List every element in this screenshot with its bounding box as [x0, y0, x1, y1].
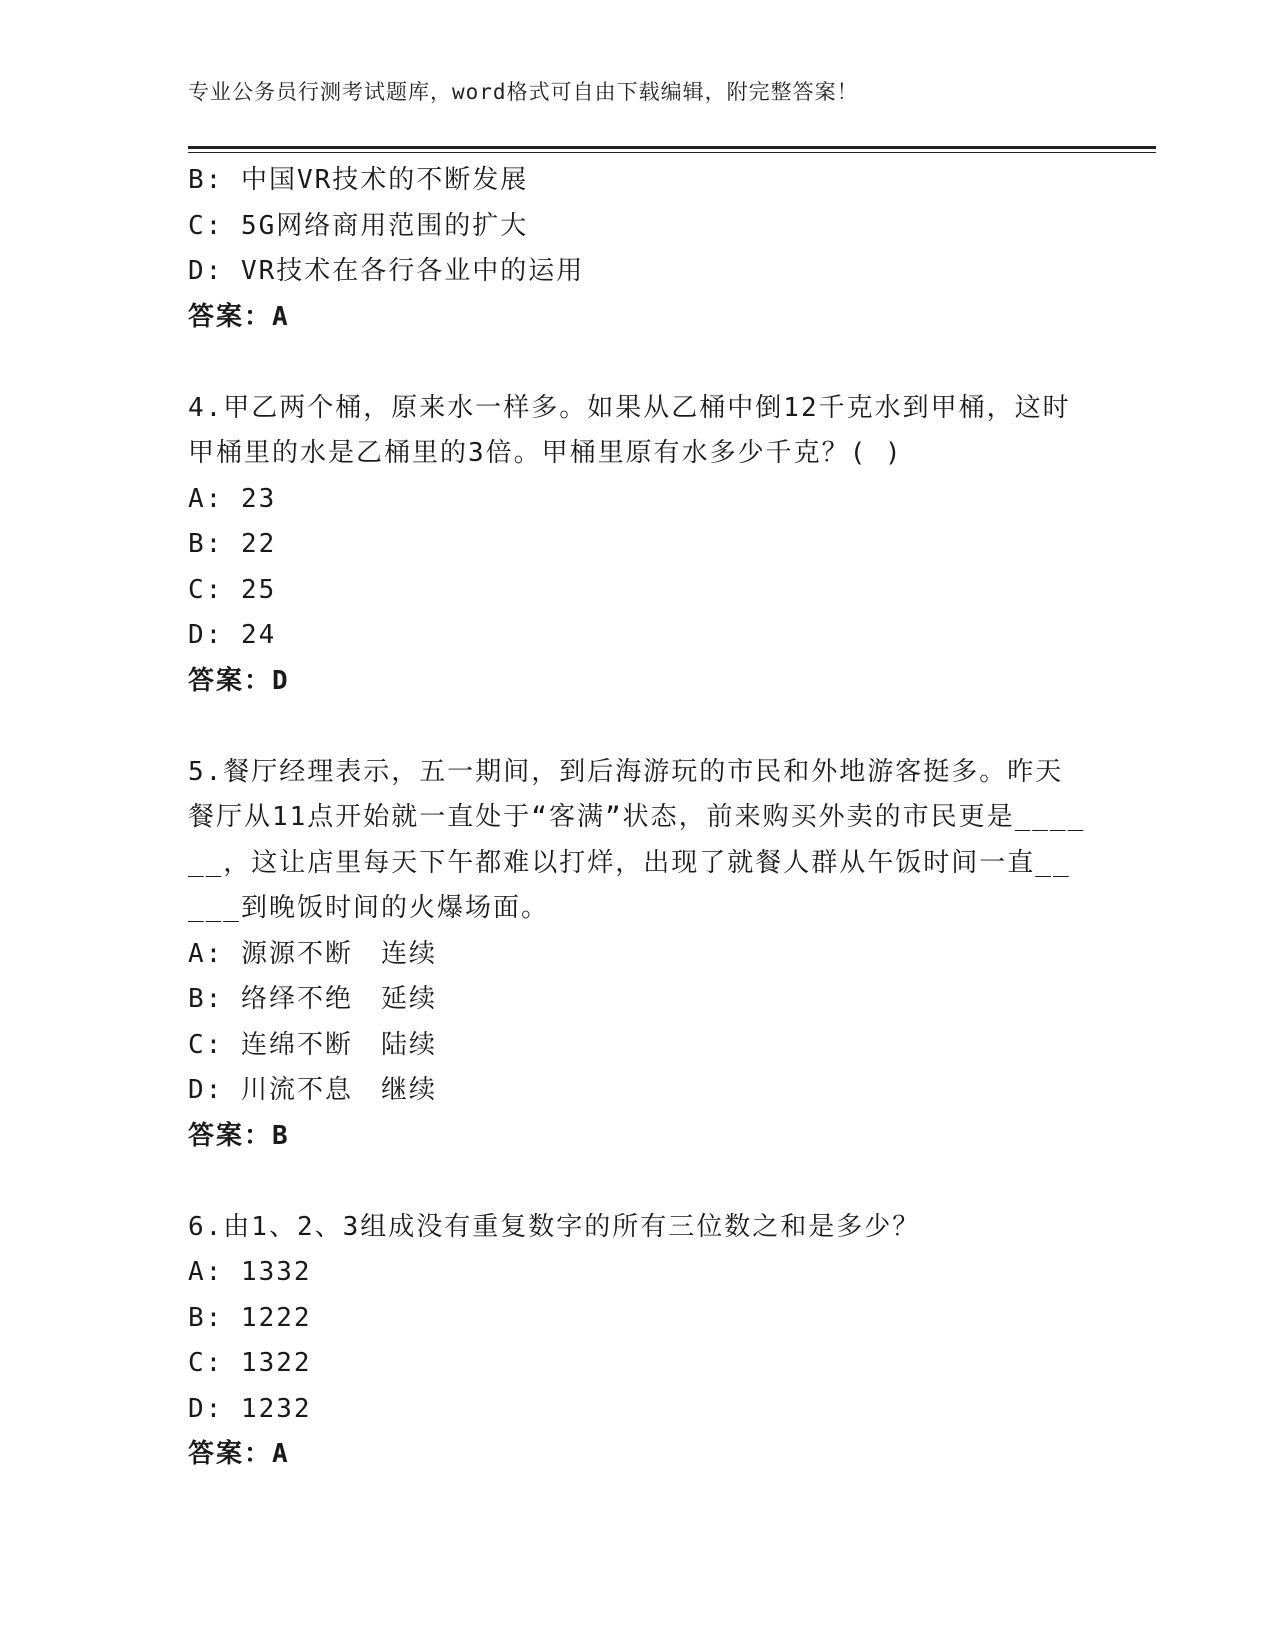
- option-b: B: 1222: [188, 1302, 312, 1333]
- option-c: C: 连绵不断 陆续: [188, 1029, 437, 1060]
- option-d: D: 1232: [188, 1393, 312, 1424]
- question-6: [188, 1205, 1088, 1478]
- spacer: [188, 340, 1088, 386]
- question-content: [188, 158, 1088, 1478]
- answer: 答案：A: [188, 301, 290, 332]
- option-c: C: 25: [188, 574, 277, 605]
- answer: 答案：A: [188, 1439, 290, 1469]
- question-3: [188, 158, 1088, 340]
- option-b: B: 22: [188, 529, 277, 559]
- option-a: A: 1332: [188, 1257, 312, 1287]
- question-4: [188, 386, 1088, 705]
- spacer: [188, 704, 1088, 750]
- option-b: B: 中国VR技术的不断发展: [188, 165, 529, 195]
- question-5: [188, 750, 1088, 1160]
- option-a: A: 源源不断 连续: [188, 938, 437, 969]
- spacer: [188, 1159, 1088, 1205]
- question-stem: 5.餐厅经理表示，五一期间，到后海游玩的市民和外地游客挺多。昨天餐厅从11点开始就一直处于“客满”状态，前来购买外卖的市民更是______，这让店里每天下午都难以打烊，出现了就餐人群从午饭时间一直_____到晚饭时间的火爆场面。: [188, 756, 1086, 923]
- question-stem: 4.甲乙两个桶，原来水一样多。如果从乙桶中倒12千克水到甲桶，这时甲桶里的水是乙桶里的3倍。甲桶里原有水多少千克？( ): [188, 392, 1071, 468]
- question-stem: 6.由1、2、3组成没有重复数字的所有三位数之和是多少？: [188, 1211, 921, 1242]
- option-b: B: 络绎不绝 延续: [188, 984, 437, 1014]
- option-d: D: 24: [188, 620, 277, 650]
- header-rule: [188, 146, 1156, 149]
- option-c: C: 5G网络商用范围的扩大: [188, 210, 529, 241]
- header-rule-thin: [188, 152, 1156, 153]
- option-d: D: VR技术在各行各业中的运用: [188, 256, 585, 286]
- answer: 答案：B: [188, 1120, 290, 1151]
- option-a: A: 23: [188, 483, 277, 514]
- option-d: D: 川流不息 继续: [188, 1075, 437, 1105]
- option-c: C: 1322: [188, 1348, 312, 1378]
- page-header: 专业公务员行测考试题库，word格式可自由下载编辑，附完整答案！: [188, 80, 859, 104]
- answer: 答案：D: [188, 665, 290, 696]
